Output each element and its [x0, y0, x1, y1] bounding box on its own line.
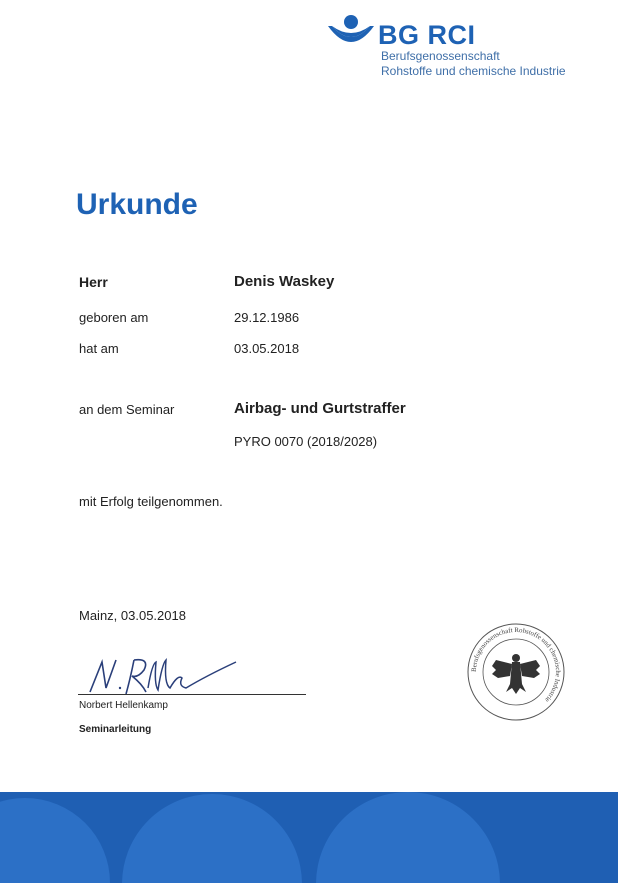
- seminar-name: Airbag- und Gurtstraffer: [234, 400, 406, 417]
- salutation-label: Herr: [79, 274, 108, 290]
- result-text: mit Erfolg teilgenommen.: [79, 494, 223, 509]
- born-label: geboren am: [79, 310, 149, 325]
- signature-line: [78, 694, 306, 695]
- place-date: Mainz, 03.05.2018: [79, 608, 186, 623]
- eagle-emblem: [492, 654, 540, 694]
- seal-text: Berufsgenossenschaft Rohstoffe und chemische Industrie: [470, 626, 562, 704]
- footer-circle: [0, 798, 110, 883]
- recipient-name: Denis Waskey: [234, 273, 335, 290]
- signer-role: Seminarleitung: [79, 724, 152, 735]
- footer-circle: [122, 794, 302, 883]
- on-date: 03.05.2018: [234, 341, 300, 356]
- born-date: 29.12.1986: [234, 310, 300, 325]
- bg-rci-logo-icon: [326, 14, 376, 54]
- signer-name: Norbert Hellenkamp: [79, 700, 168, 711]
- on-label: hat am: [79, 341, 119, 356]
- footer-circle: [316, 792, 500, 883]
- logo-name: BG RCI: [378, 20, 476, 50]
- seminar-label: an dem Seminar: [79, 402, 175, 417]
- document-title: Urkunde: [76, 188, 198, 221]
- seminar-code: PYRO 0070 (2018/2028): [234, 434, 378, 449]
- official-seal: [466, 622, 566, 722]
- logo-subtitle-line1: Berufsgenossenschaft: [381, 49, 500, 63]
- footer-band: [0, 792, 618, 883]
- logo-subtitle-line2: Rohstoffe und chemische Industrie: [381, 64, 566, 78]
